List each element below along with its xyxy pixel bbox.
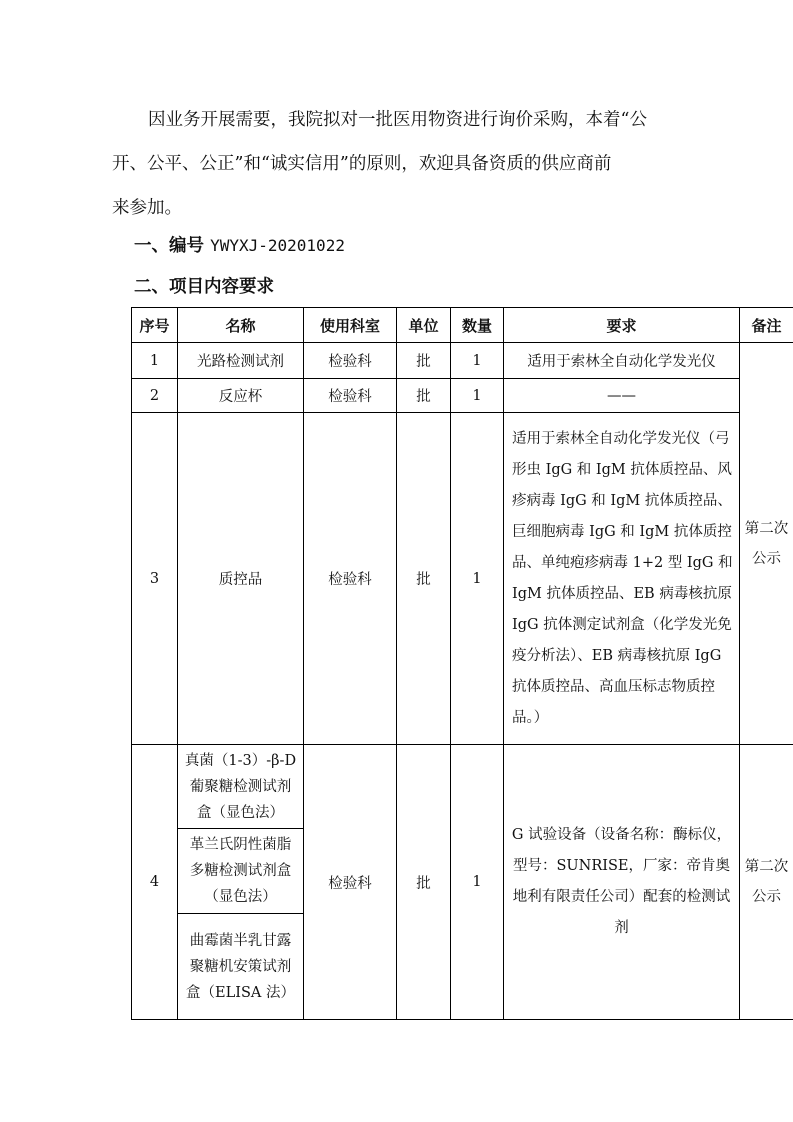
table-header-row [132,308,793,343]
row-dept: 检验科 [304,343,397,379]
header-note: 备注 [740,308,793,343]
row-req: G 试验设备（设备名称：酶标仪，型号：SUNRISE，厂家：帝肯奥地利有限责任公司）配套的检测试剂 [504,745,740,1020]
table-row [132,745,793,1020]
row-note [740,343,793,745]
row-qty: 1 [451,745,504,1020]
row-name-part: 真菌（1-3）-β-D 葡聚糖检测试剂盒（显色法） [178,745,303,829]
intro-line-1: 因业务开展需要，我院拟对一批医用物资进行询价采购，本着“公 [148,110,647,130]
section-2-heading [134,273,274,298]
row-dept: 检验科 [304,379,397,413]
intro-paragraph [112,98,672,230]
row-unit: 批 [397,343,451,379]
header-no: 序号 [132,308,178,343]
row-name-part: 革兰氏阴性菌脂多糖检测试剂盒（显色法） [178,829,303,914]
section-2-label: 二、项目内容要求 [134,277,274,297]
table-row [132,343,793,379]
row-no: 4 [132,745,178,1020]
row-qty: 1 [451,343,504,379]
header-req: 要求 [504,308,740,343]
project-code: YWYXJ-20201022 [210,236,345,255]
table-row [132,413,793,745]
note-text: 第二次公示 [744,520,789,567]
section-1-heading [134,232,345,257]
row-name-group [178,745,304,1020]
row-name: 反应杯 [178,379,304,413]
row-unit: 批 [397,745,451,1020]
header-unit: 单位 [397,308,451,343]
header-dept: 使用科室 [304,308,397,343]
row-req: 适用于索林全自动化学发光仪（弓形虫 IgG 和 IgM 抗体质控品、风疹病毒 IgG 和 IgM 抗体质控品、巨细胞病毒 IgG 和 IgM 抗体质控品、单纯疱疹病毒 1+2 型 IgG 和 IgM 抗体质控品、EB 病毒核抗原 IgG 抗体测定试剂盒（化学发光免疫分析法）、EB 病毒核抗原 IgG 抗体质控品、高血压标志物质控品。） [504,413,740,745]
intro-line-2: 开、公平、公正”和“诚实信用”的原则，欢迎具备资质的供应商前 [112,154,612,174]
row-no: 3 [132,413,178,745]
note-text: 第二次公示 [744,859,789,905]
row-qty: 1 [451,379,504,413]
row-dept: 检验科 [304,745,397,1020]
row-note [740,745,793,1020]
row-unit: 批 [397,379,451,413]
section-1-label: 一、编号 [134,236,204,256]
row-name: 质控品 [178,413,304,745]
row-no: 1 [132,343,178,379]
row-dept: 检验科 [304,413,397,745]
intro-line-3: 来参加。 [112,198,182,218]
row-req: 适用于索林全自动化学发光仪 [504,343,740,379]
row-name: 光路检测试剂 [178,343,304,379]
row-unit: 批 [397,413,451,745]
row-qty: 1 [451,413,504,745]
table-row [132,379,793,413]
row-name-part: 曲霉菌半乳甘露聚糖机安策试剂盒（ELISA 法） [186,932,295,1001]
row-no: 2 [132,379,178,413]
header-qty: 数量 [451,308,504,343]
requirements-table [131,307,793,1020]
row-req: —— [504,379,740,413]
header-name: 名称 [178,308,304,343]
